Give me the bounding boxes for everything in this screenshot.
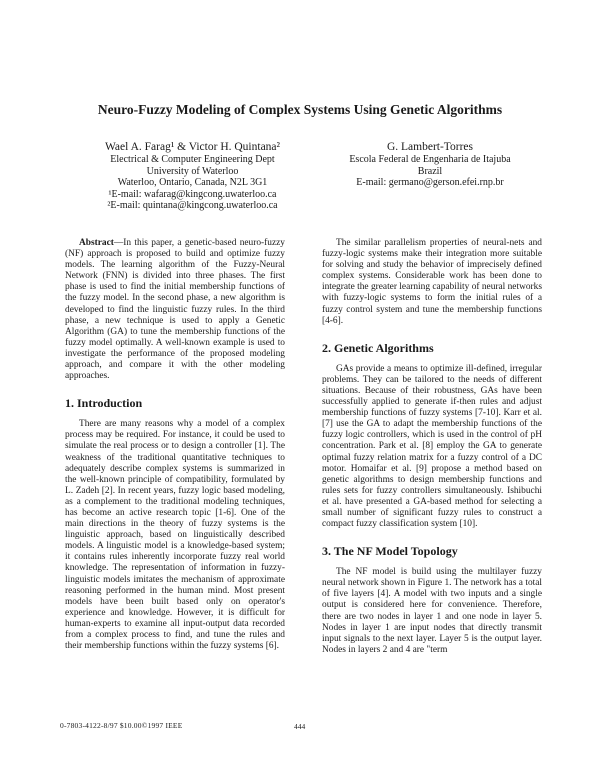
section-3-heading: 3. The NF Model Topology <box>322 544 458 559</box>
abstract-text: —In this paper, a genetic-based neuro-fuzzy (NF) approach is proposed to build and optimize fuzzy models. The learning algorithm of the Fuzzy-Neural Network (FNN) is divided into three phases. The first phase is used to find the initial membership functions of the fuzzy model. In the second phase, a new algorithm is developed to find the linguistic fuzzy rules. In the third phase, a new technique is used to apply a Genetic Algorithm (GA) to tune the membership functions of the fuzzy model optimally. A well-known example is used to investigate the performance of the proposed modeling approach, and compare it with the other modeling approaches. <box>65 238 285 382</box>
section-1-text: There are many reasons why a model of a complex process may be required. For instance, it could be used to simulate the real process or to design a controller [1]. The weakness of the traditional quantitative techniques to adequately describe complex systems is summarized in the well-known principle of compatibility, formulated by L. Zadeh [2]. In recent years, fuzzy logic based modeling, as a complement to the traditional modeling techniques, has become an active research topic [1-6]. One of the main directions in the theory of fuzzy systems is the linguistic approach, based on linguistically described models. A linguistic model is a knowledge-based system; it contains rules inherently incorporate fuzzy real world knowledge. The representation of information in fuzzy-linguistic models imitates the mechanism of approximate reasoning performed in the human mind. Most present models have been built based only on operator's experience and knowledge. However, it is difficult for human-experts to examine all input-output data recorded from a complex process to find, and tune the rules and their membership functions within the fuzzy systems [6]. <box>65 419 285 652</box>
section-3-text: The NF model is build using the multilayer fuzzy neural network shown in Figure 1. The network has a total of five layers [4]. A model with two inputs and a single output is considered here for convenience. Therefore, there are two nodes in layer 1 and one node in layer 5. Nodes in layer 1 are input nodes that directly transmit input signals to the next layer. Layer 5 is the output layer. Nodes in layers 2 and 4 are "term <box>322 567 542 655</box>
author-email-1: ¹E-mail: wafarag@kingcong.uwaterloo.ca <box>108 188 277 200</box>
author-city: Waterloo, Ontario, Canada, N2L 3G1 <box>117 177 268 188</box>
author-department: Electrical & Computer Engineering Dept <box>110 154 275 165</box>
author-names-left: Wael A. Farag¹ & Victor H. Quintana² <box>105 141 280 153</box>
authors-left-block <box>60 140 325 212</box>
section-1-heading: 1. Introduction <box>65 396 143 411</box>
author-names-right: G. Lambert-Torres <box>386 141 474 153</box>
author-email-2: ²E-mail: quintana@kingcong.uwaterloo.ca <box>107 200 278 211</box>
footer-copyright: 0-7803-4122-8/97 $10.00©1997 IEEE <box>60 721 183 730</box>
abstract-paragraph <box>65 238 285 382</box>
section-2-heading: 2. Genetic Algorithms <box>322 340 434 355</box>
author-email-3: E-mail: germano@gerson.efei.rnp.br <box>356 177 504 188</box>
right-column <box>322 238 542 656</box>
author-university: University of Waterloo <box>146 165 239 177</box>
intro-continuation-text: The similar parallelism properties of neural-nets and fuzzy-logic systems make their integration more suitable for solving and study the behavior of imprecisely defined complex systems. Considerable work has been done to integrate the greater learning capability of neural networks with fuzzy-logic systems to form the initial rules of a fuzzy control system and tune the membership functions [4-6]. <box>322 238 542 326</box>
section-2-text: GAs provide a means to optimize ill-defined, irregular problems. They can be tailored to the needs of different situations. Because of their robustness, GAs have been successfully applied to generate if-then rules and adjust membership functions of fuzzy systems [7-10]. Karr et al. [7] use the GA to adapt the membership functions of the fuzzy logic controllers, which is used in the control of pH concentration. Park et al. [8] employ the GA to generate optimal fuzzy relation matrix for a fuzzy control of a DC motor. Homaifar et al. [9] propose a method based on genetic algorithms to design membership functions and rules sets for fuzzy controllers simultaneously. Ishibuchi et al. have presented a GA-based method for selecting a small number of significant fuzzy rules to construct a compact fuzzy classification system [10]. <box>322 363 542 530</box>
author-school: Escola Federal de Engenharia de Itajuba <box>349 154 511 165</box>
authors-right-block <box>320 140 540 189</box>
left-column <box>65 238 285 652</box>
page-number: 444 <box>294 722 306 731</box>
author-country: Brazil <box>417 165 443 177</box>
abstract-label: Abstract <box>79 238 114 248</box>
paper-title: Neuro-Fuzzy Modeling of Complex Systems Using Genetic Algorithms <box>97 102 503 117</box>
